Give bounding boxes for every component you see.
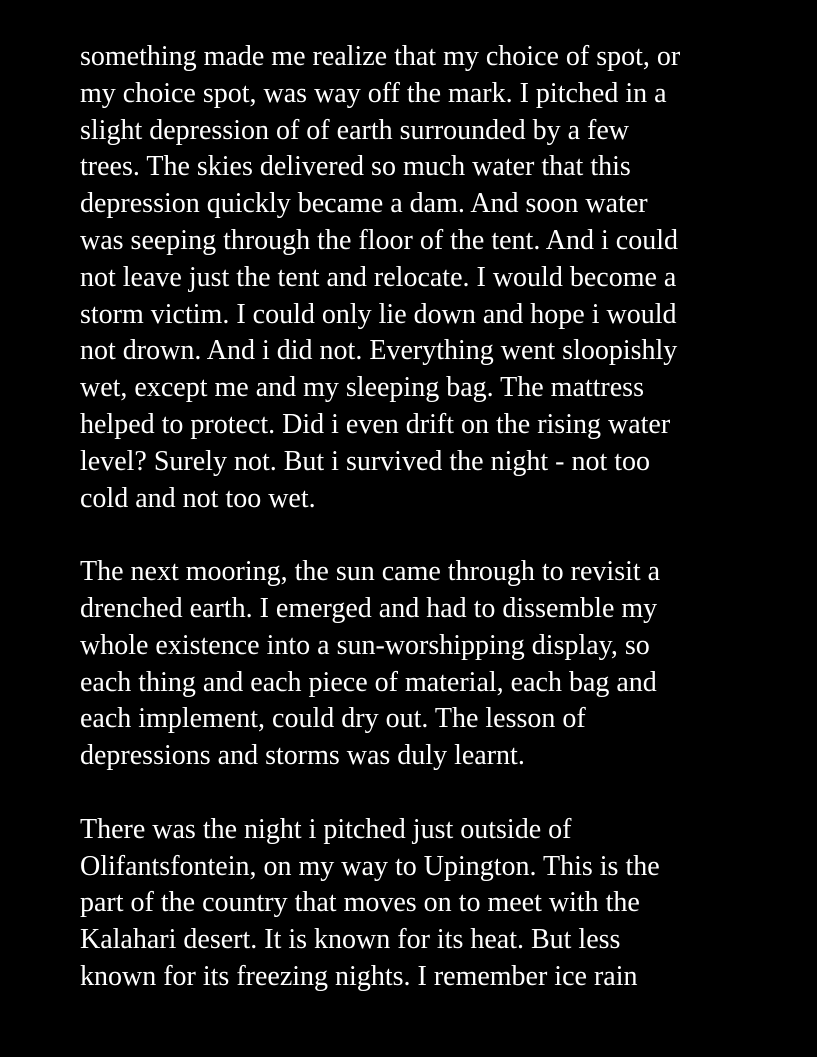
text-line: not drown. And i did not. Everything went sloopishly [80, 335, 678, 367]
text-line: whole existence into a sun-worshipping display, so [80, 629, 650, 661]
document-body [80, 39, 780, 996]
text-line: my choice spot, was way off the mark. I pitched in a [80, 77, 667, 109]
text-line: each thing and each piece of material, each bag and [80, 666, 657, 698]
text-line: trees. The skies delivered so much water that this [80, 151, 631, 183]
text-line: something made me realize that my choice of spot, or [80, 41, 681, 72]
text-line: was seeping through the floor of the tent. And i could [80, 224, 678, 256]
text-line: part of the country that moves on to meet with the [80, 887, 640, 919]
paragraph-next-morning [80, 554, 780, 775]
text-line: storm victim. I could only lie down and hope i would [80, 298, 677, 330]
text-line: There was the night i pitched just outside of [80, 813, 572, 845]
text-line: drenched earth. I emerged and had to dissemble my [80, 592, 658, 624]
text-line: known for its freezing nights. I remember ice rain [80, 960, 638, 992]
paragraph-storm-night [80, 39, 780, 517]
text-line: helped to protect. Did i even drift on the rising water [80, 408, 671, 440]
paragraph-olifantsfontein [80, 812, 780, 996]
text-line: Kalahari desert. It is known for its heat. But less [80, 924, 621, 956]
text-line: level? Surely not. But i survived the night - not too [80, 445, 651, 477]
text-line: wet, except me and my sleeping bag. The mattress [80, 372, 644, 404]
text-line: depressions and storms was duly learnt. [80, 740, 525, 772]
text-line: slight depression of of earth surrounded by a few [80, 114, 629, 146]
text-line: each implement, could dry out. The lesson of [80, 703, 586, 735]
text-line: The next mooring, the sun came through to revisit a [80, 556, 661, 588]
text-line: cold and not too wet. [80, 482, 316, 514]
text-line: depression quickly became a dam. And soon water [80, 188, 648, 220]
text-line: not leave just the tent and relocate. I would become a [80, 261, 677, 293]
text-line: Olifantsfontein, on my way to Upington. This is the [80, 850, 660, 882]
